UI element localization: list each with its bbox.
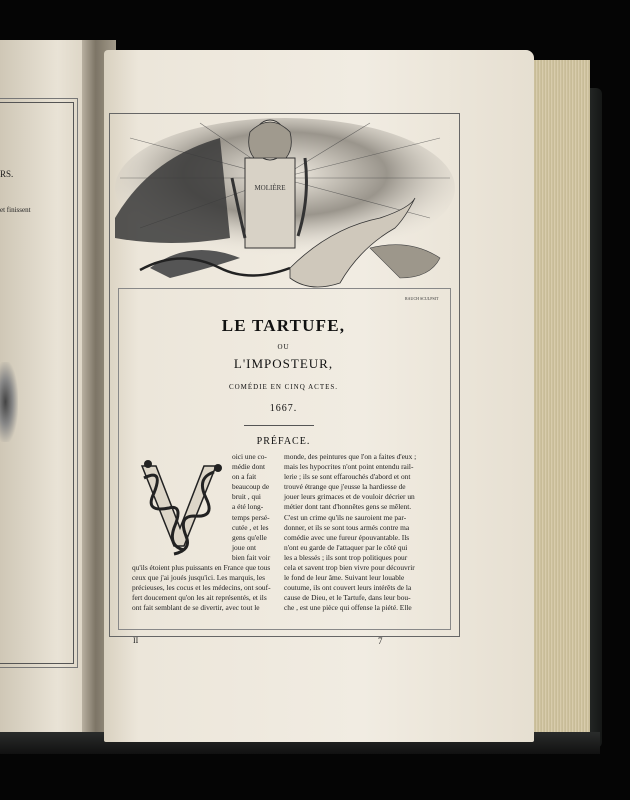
drapery xyxy=(370,245,440,278)
bust-wig xyxy=(249,122,292,158)
text-line: trouvé étrange que j'eusse la hardiesse de xyxy=(284,482,406,492)
left-text-column xyxy=(132,563,272,613)
text-line: qu'ils étoient plus puissants en France que tous xyxy=(132,563,271,572)
text-line: cause de Dieu, et le Tartufe, dans leur bou- xyxy=(284,593,411,603)
right-text-column xyxy=(284,452,430,614)
text-line: a été long- xyxy=(232,502,264,512)
play-title: LE TARTUFE, xyxy=(221,316,346,335)
bust-inscription: MOLIÈRE xyxy=(254,184,286,192)
decorated-drop-cap xyxy=(134,458,226,558)
left-page-text-fragment: et finissent xyxy=(0,206,31,214)
left-page-text-fragment: RS. xyxy=(0,169,14,179)
text-line: gens qu'elle xyxy=(232,532,267,542)
text-line: temps persé- xyxy=(232,512,270,522)
left-page-engraving-fragment xyxy=(0,362,18,442)
text-line: n'ont eu garde de l'attaquer par le côté qui xyxy=(284,542,408,552)
page-number-left: II xyxy=(133,636,139,645)
section-heading: PRÉFACE. xyxy=(256,436,311,447)
text-line: coutume, ils ont couvert leurs intérêts de la xyxy=(284,583,412,593)
page-edges xyxy=(530,60,590,740)
title-conjunction: OU xyxy=(277,343,290,351)
drop-cap-side-text xyxy=(232,452,276,563)
text-line: ceux que j'ai joués jusqu'ici. Les marquis, les xyxy=(132,573,265,583)
text-line: beaucoup de xyxy=(232,482,270,492)
text-line: lerie ; ils se sont effarouchés d'abord et ont xyxy=(284,472,411,482)
text-line: ont fait semblant de se divertir, avec tout le xyxy=(132,603,260,613)
pedestal xyxy=(245,158,295,248)
text-line: che , est une pièce qui offense la piété. Elle xyxy=(284,603,412,613)
text-line: bien fait voir xyxy=(232,552,271,562)
text-line: mais les hypocrites n'ont point entendu rail- xyxy=(284,462,414,472)
engraver-credit: RAUCH SCULPSIT xyxy=(405,296,439,301)
text-line: oici une co- xyxy=(232,452,267,461)
play-genre: COMÉDIE EN CINQ ACTES. xyxy=(228,383,339,391)
text-line: le fond de leur âme. Suivant leur louable xyxy=(284,573,405,583)
serpents-left xyxy=(150,250,240,278)
text-line: on a fait xyxy=(232,472,257,482)
text-line: jouer leurs grimaces et de vouloir décrier un xyxy=(284,492,415,502)
text-line: cutée , et les xyxy=(232,522,269,532)
text-line: donner, et ils se sont tous armés contre ma xyxy=(284,522,410,532)
text-line: médie dont xyxy=(232,462,266,472)
play-subtitle: L'IMPOSTEUR, xyxy=(233,356,334,371)
text-line: précieuses, les cocus et les médecins, ont souf- xyxy=(132,583,271,593)
moliere-bust-engraving xyxy=(110,118,458,298)
text-line: C'est un crime qu'ils ne sauroient me par- xyxy=(284,512,407,522)
text-line: les a blessés ; ils sont trop politiques pour xyxy=(284,552,408,562)
text-line: joue ont xyxy=(232,542,257,552)
page-number-right: 7 xyxy=(378,636,383,646)
text-line: cela et savent trop bien vivre pour découvrir xyxy=(284,563,415,573)
text-line: comédie avec une fureur épouvantable. Ils xyxy=(284,532,410,542)
play-year: 1667. xyxy=(269,403,298,414)
text-line: bruit , qui xyxy=(232,492,261,502)
text-line: fert doucement qu'on les ait représentés, et ils xyxy=(132,593,267,603)
text-line: monde, des peintures que l'on a faites d'eux ; xyxy=(284,452,417,461)
text-line: métier dont tant d'honnêtes gens se mêlent. xyxy=(284,502,412,512)
section-divider xyxy=(244,425,314,426)
